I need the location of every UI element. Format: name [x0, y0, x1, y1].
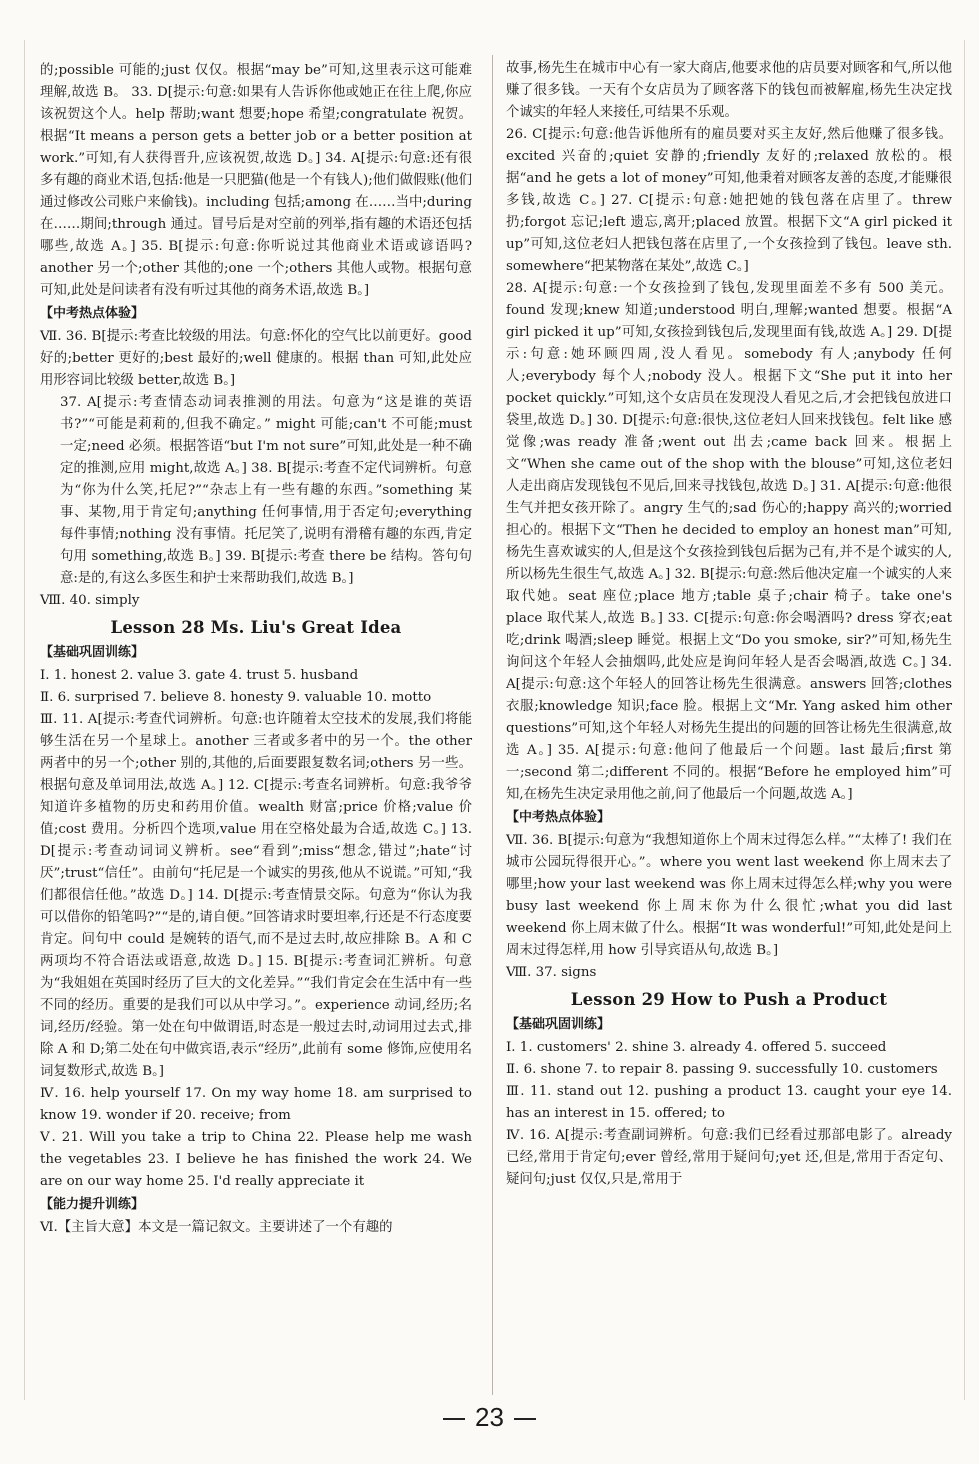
page-number-dash-right [514, 1418, 536, 1420]
right-paragraph-2: 26. C[提示:句意:他告诉他所有的雇员要对买主友好,然后他赚了很多钱。excited 兴奋的;quiet 安静的;friendly 友好的;relaxed 放松的。根据“and he gets a lot of money”可知,他秉着对顾客友善的态度,才能赚很多钱,故选 C。] 27. C[提示:句意:她把她的钱包落在店里了。threw 扔;forgot 忘记;left 遗忘,离开;placed 放置。根据下文“A girl picked it up”可知,这位老妇人把钱包落在店里了,一个女孩捡到了钱包。leave sth. somewhere“把某物落在某处”,故选 C。] [506, 127, 952, 274]
right-paragraph-9: Ⅳ. 16. A[提示:考查副词辨析。句意:我们已经看过那部电影了。already 已经,常用于肯定句;ever 曾经,常用于疑问句;yet 还,但是,常用于否定句、疑问句;just 仅仅,只是,常用于 [506, 1128, 952, 1187]
page-number [0, 1402, 979, 1433]
left-paragraph-8: Ⅳ. 16. help yourself 17. On my way home 18. am surprised to know 19. wonder if 20. receive; from [40, 1086, 472, 1123]
section-heading-basic-training: 【基础巩固训练】 [40, 645, 145, 660]
right-paragraph-4: Ⅶ. 36. B[提示:句意为“我想知道你上个周末过得怎么样。”“太棒了! 我们在城市公园玩得很开心。”。where you went last weekend 你上周末去了哪里;how your last weekend was 你上周末过得怎么样;why you were busy last weekend 你上周末你为什么很忙;what you did last weekend 你上周末做了什么。根据“It was wonderful!”可知,此处是问上周末过得怎样,用 how 引导宾语从句,故选 B。] [506, 833, 952, 958]
left-paragraph-6: Ⅱ. 6. surprised 7. believe 8. honesty 9. valuable 10. motto [40, 690, 432, 705]
column-divider [492, 55, 493, 1395]
right-paragraph-6: Ⅰ. 1. customers' 2. shine 3. already 4. offered 5. succeed [506, 1040, 887, 1055]
right-margin-strip [964, 40, 979, 1400]
right-paragraph-7: Ⅱ. 6. shone 7. to repair 8. passing 9. successfully 10. customers [506, 1062, 938, 1077]
lesson-29-title: Lesson 29 How to Push a Product [570, 990, 888, 1009]
right-paragraph-8: Ⅲ. 11. stand out 12. pushing a product 13. caught your eye 14. has an interest in 15. offered; to [506, 1084, 952, 1121]
section-heading-basic-training-2: 【基础巩固训练】 [506, 1017, 611, 1032]
right-paragraph-3: 28. A[提示:句意:一个女孩捡到了钱包,发现里面差不多有 500 美元。found 发现;knew 知道;understood 明白,理解;wanted 想要。根据“A girl picked it up”可知,女孩捡到钱包后,发现里面有钱,故选 A。] 29. D[提示:句意:她环顾四周,没人看见。somebody 有人;anybody 任何人;everybody 每个人;nobody 没人。根据下文“She put it into her pocket quickly.”可知,这个女店员在发现没人看见之后,才会把钱包放进口袋里,故选 D。] 30. D[提示:句意:很快,这位老妇人回来找钱包。felt like 感觉像;was ready 准备;went out 出去;came back 回来。根据上文“When she came out of the shop with the blouse”可知,这位老妇人走出商店发现钱包不见后,回来寻找钱包,故选 D。] 31. A[提示:句意:他很生气并把女孩开除了。angry 生气的;sad 伤心的;happy 高兴的;worried 担心的。根据下文“Then he decided to employ an honest man”可知,杨先生喜欢诚实的人,但是这个女孩捡到钱包后据为己有,并不是个诚实的人,所以杨先生很生气,故选 A。] 32. B[提示:句意:然后他决定雇一个诚实的人来取代她。seat 座位;place 地方;table 桌子;chair 椅子。take one's place 取代某人,故选 B。] 33. C[提示:句意:你会喝酒吗? dress 穿衣;eat 吃;drink 喝酒;sleep 睡觉。根据上文“Do you smoke, sir?”可知,杨先生询问这个年轻人会抽烟吗,此处应是询问年轻人是否会喝酒,故选 C。] 34. A[提示:句意:这个年轻人的回答让杨先生很满意。answers 回答;clothes 衣服;knowledge 知识;face 脸。根据上文“Mr. Yang asked him other questions”可知,这个年轻人对杨先生提出的问题的回答让杨先生很满意,故选 A。] 35. A[提示:句意:他问了他最后一个问题。last 最后;first 第一;second 第二;different 不同的。根据“Before he employed him”可知,在杨先生决定录用他之前,问了他最后一个问题,故选 A。] [506, 281, 952, 802]
left-paragraph-9: Ⅴ. 21. Will you take a trip to China 22. Please help me wash the vegetables 23. I believe he has finished the work 24. We are on our way home 25. I'd really appreciate it [40, 1130, 472, 1189]
section-heading-exam-practice: 【中考热点体验】 [40, 306, 145, 321]
right-paragraph-1: 故事,杨先生在城市中心有一家大商店,他要求他的店员要对顾客和气,所以他赚了很多钱。一天有个女店员为了顾客落下的钱包而被解雇,杨先生决定找个诚实的年轻人来接任,可结果不乐观。 [506, 61, 952, 120]
left-paragraph-3: 37. A[提示:考查情态动词表推测的用法。句意为“这是谁的英语书?”“可能是莉莉的,但我不确定。” might 可能;can't 不可能;must 一定;need 必须。根据答语“but I'm not sure”可知,此处是一种不确定的推测,应用 might,故选 A。] 38. B[提示:考查不定代词辨析。句意为“你为什么笑,托尼?”“杂志上有一些有趣的东西。”something 某事、某物,用于肯定句;anything 任何事情,用于否定句;everything 每件事情;nothing 没有事情。托尼笑了,说明有滑稽有趣的东西,肯定句用 something,故选 B。] 39. B[提示:考查 there be 结构。答句句意:是的,有这么多医生和护士来帮助我们,故选 B。] [60, 395, 472, 586]
page-number-dash-left [443, 1418, 465, 1420]
left-paragraph-7: Ⅲ. 11. A[提示:考查代词辨析。句意:也许随着太空技术的发展,我们将能够生活在另一个星球上。another 三者或多者中的另一个。the other 两者中的另一个;other 别的,其他的,后面要跟复数名词;others 另一些。根据句意及单词用法,故选 A。] 12. C[提示:考查名词辨析。句意:我爷爷知道许多植物的历史和药用价值。wealth 财富;price 价格;value 价值;cost 费用。分析四个选项,value 用在空格处最为合适,故选 C。] 13. D[提示:考查动词词义辨析。see“看到”;miss“想念,错过”;hate“讨厌”;trust“信任”。由前句“托尼是一个诚实的男孩,他从不说谎。”可知,“我们都很信任他。”故选 D。] 14. D[提示:考查情景交际。句意为“你认为我可以借你的铅笔吗?”“是的,请自便。”回答请求时要坦率,行还是不行态度要肯定。问句中 could 是婉转的语气,而不是过去时,故应排除 B。A 和 C 两项均不符合语法或语意,故选 D。] 15. B[提示:考查词汇辨析。句意为“我姐姐在英国时经历了巨大的文化差异。”“我们肯定会在生活中有一些不同的经历。重要的是我们可以从中学习。”。experience 动词,经历;名词,经历/经验。第一处在句中做谓语,时态是一般过去时,动词用过去式,排除 A 和 D;第二处在句中做宾语,表示“经历”,此前有 some 修饰,应使用名词复数形式,故选 B。] [40, 712, 472, 1079]
lesson-28-title: Lesson 28 Ms. Liu's Great Idea [110, 618, 402, 637]
left-paragraph-2: Ⅶ. 36. B[提示:考查比较级的用法。句意:怀化的空气比以前更好。good 好的;better 更好的;best 最好的;well 健康的。根据 than 可知,此处应用形容词比较级 better,故选 B。] [40, 329, 472, 388]
section-heading-exam-practice-2: 【中考热点体验】 [506, 810, 611, 825]
left-paragraph-1: 的;possible 可能的;just 仅仅。根据“may be”可知,这里表示这可能难理解,故选 B。 33. D[提示:句意:如果有人告诉你他或她正在往上爬,你应该祝贺这个人。help 帮助;want 想要;hope 希望;congratulate 祝贺。根据“It means a person gets a better job or a better position at work.”可知,有人获得晋升,应该祝贺,故选 D。] 34. A[提示:句意:还有很多有趣的商业术语,包括:他是一只肥猫(他是一个有钱人);他们做假账(他们通过修改公司账户来偷钱)。including 包括;among 在……当中;during 在……期间;through 通过。冒号后是对空前的列举,指有趣的术语还包括哪些,故选 A。] 35. B[提示:句意:你听说过其他商业术语或谚语吗? another 另一个;other 其他的;one 一个;others 其他人或物。根据句意可知,此处是问读者有没有听过其他的商务术语,故选 B。] [40, 63, 472, 298]
left-paragraph-4: Ⅷ. 40. simply [40, 593, 140, 608]
section-heading-ability-training: 【能力提升训练】 [40, 1197, 145, 1212]
left-column [40, 60, 472, 1239]
left-paragraph-10: Ⅵ.【主旨大意】本文是一篇记叙文。主要讲述了一个有趣的 [40, 1220, 393, 1235]
left-margin-strip [0, 40, 25, 1400]
right-column [506, 58, 952, 1191]
right-paragraph-5: Ⅷ. 37. signs [506, 965, 597, 980]
left-paragraph-5: Ⅰ. 1. honest 2. value 3. gate 4. trust 5. husband [40, 668, 359, 683]
page-number-value: 23 [475, 1402, 504, 1432]
